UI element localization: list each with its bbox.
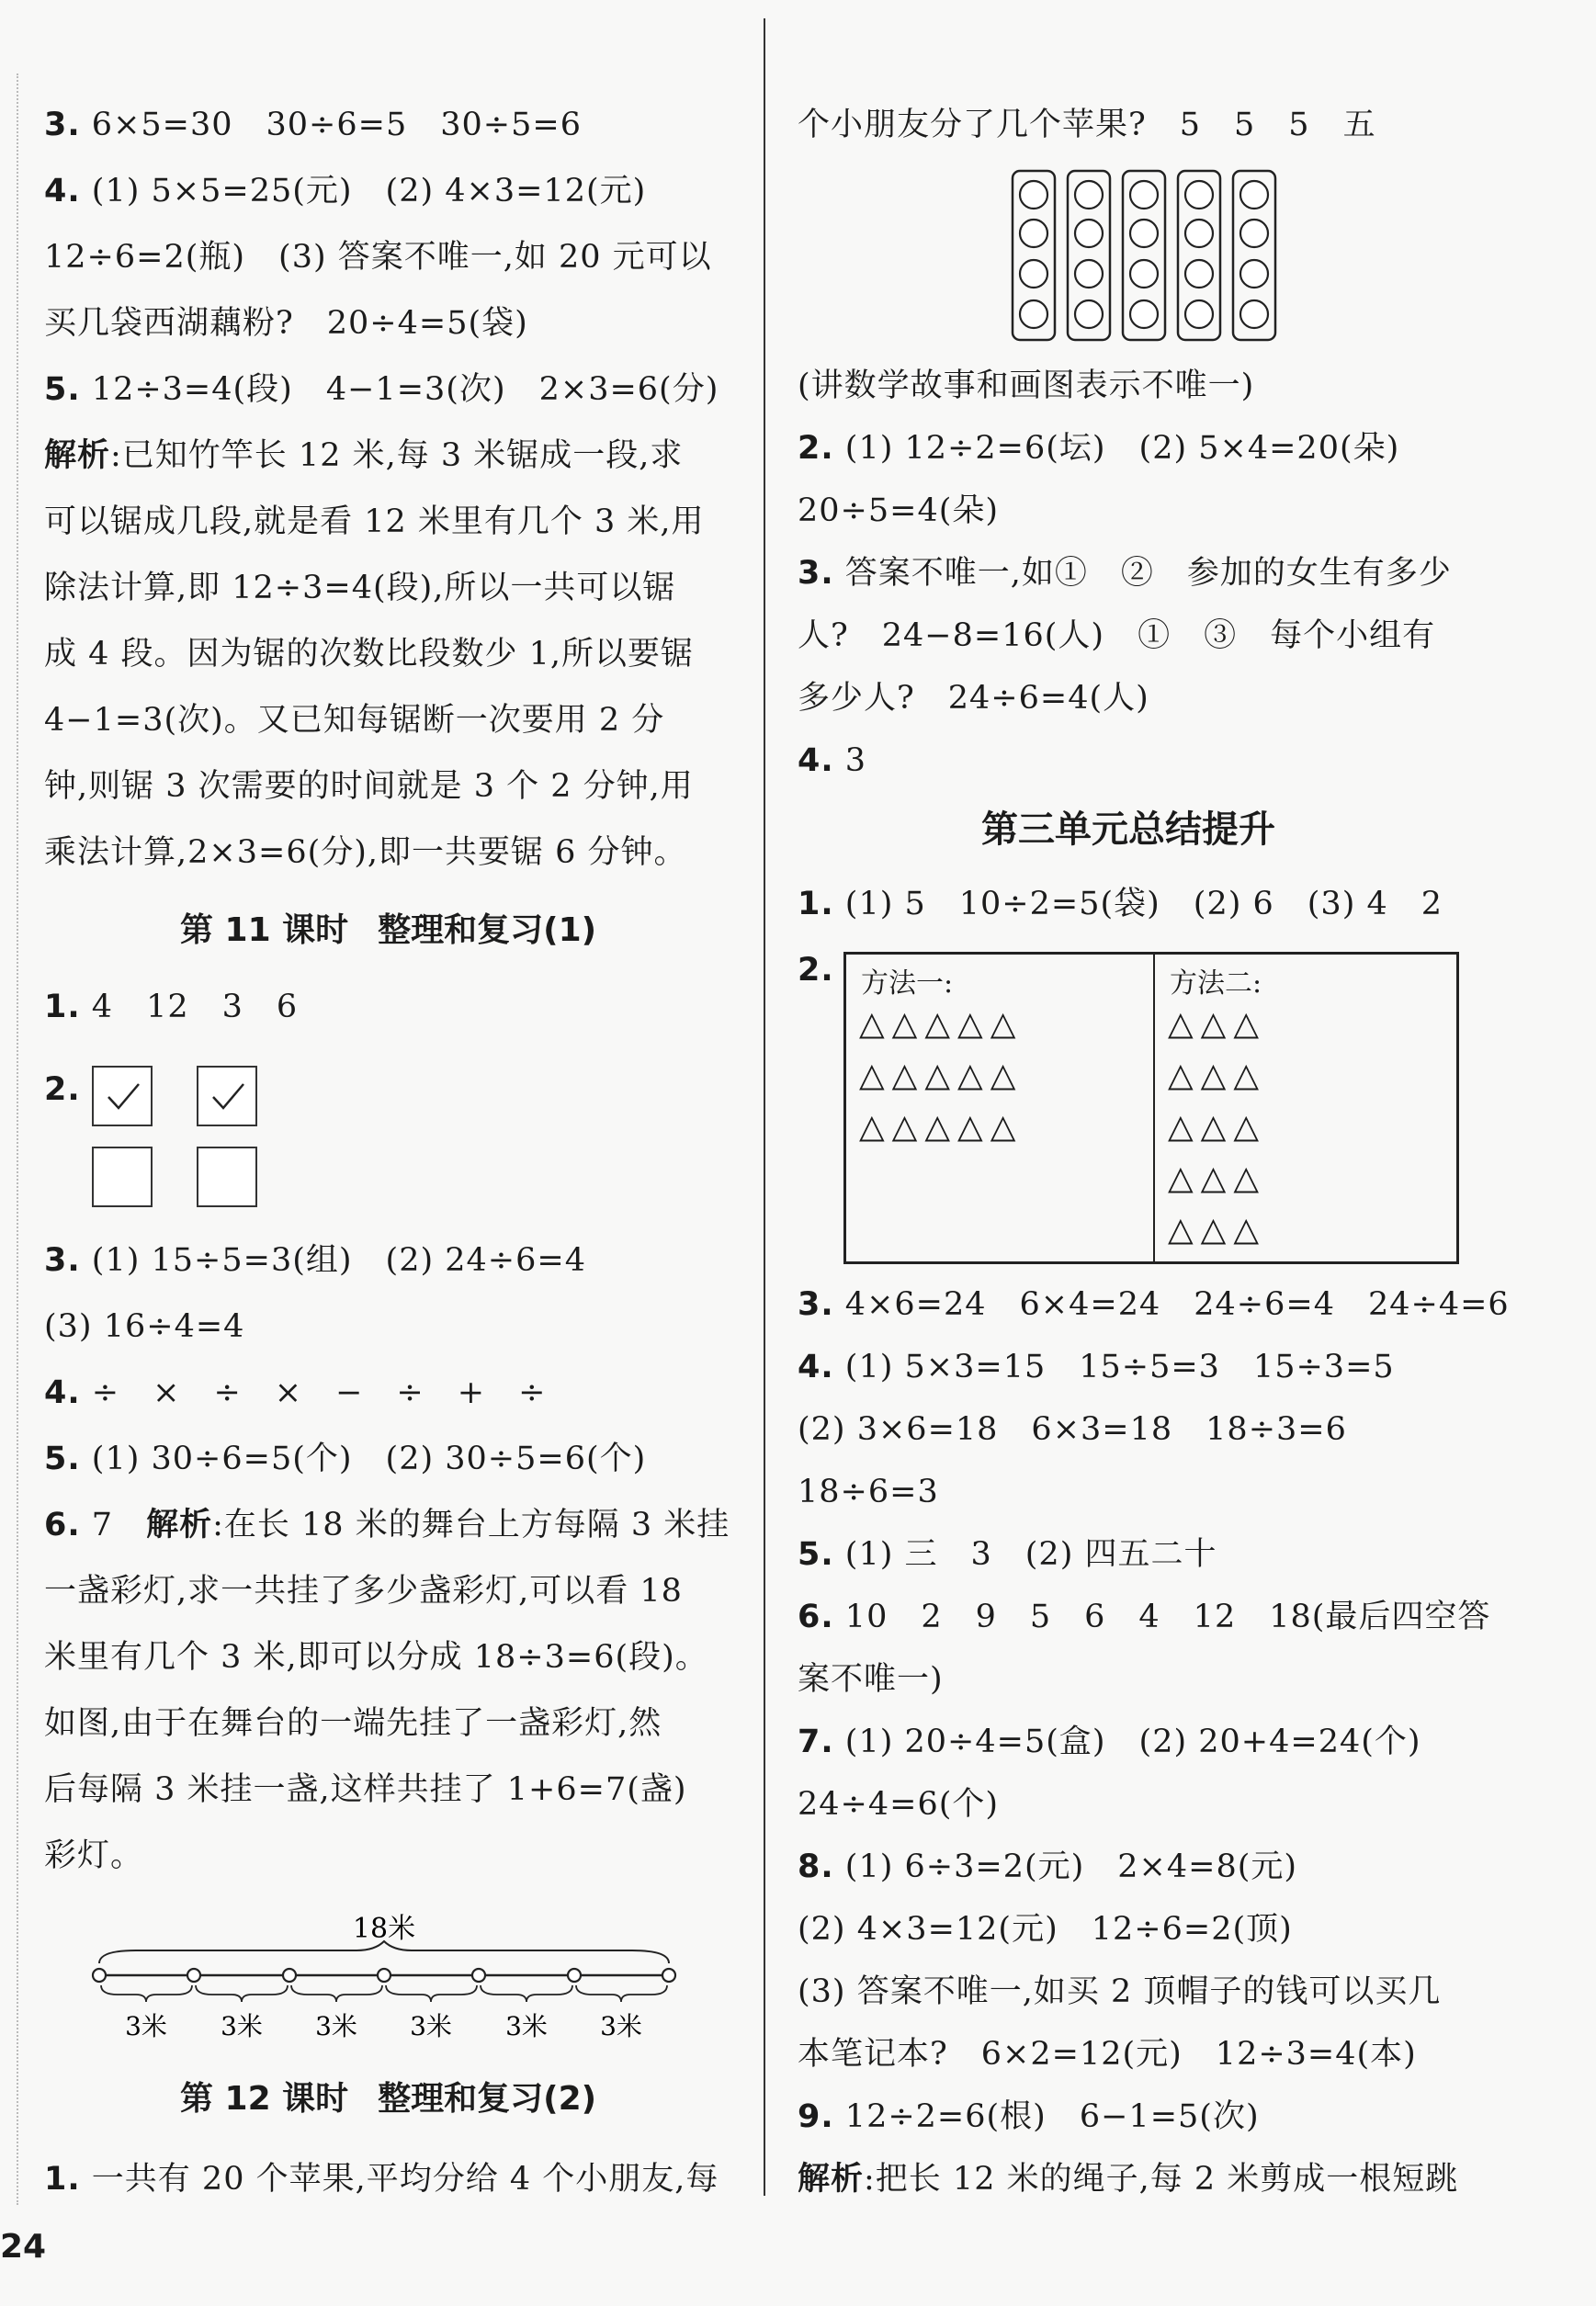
triangle-row: △△△ bbox=[1168, 1108, 1267, 1146]
answer-line: 20÷5=4(朵) bbox=[798, 492, 1000, 529]
method-table bbox=[843, 952, 1459, 1264]
answer-line: 1. (1) 5 10÷2=5(袋) (2) 6 (3) 4 2 bbox=[798, 886, 1443, 922]
answer-line: 7. (1) 20÷4=5(盒) (2) 20+4=24(个) bbox=[798, 1724, 1421, 1760]
answer-line: 6. 10 2 9 5 6 4 12 18(最后四空答 bbox=[798, 1599, 1491, 1635]
answer-line: 4. (1) 5×3=15 15÷5=3 15÷3=5 bbox=[798, 1349, 1395, 1385]
analysis-line: 成 4 段。因为锯的次数比段数少 1,所以要锯 bbox=[44, 636, 695, 673]
analysis-line: 可以锯成几段,就是看 12 米里有几个 3 米,用 bbox=[44, 503, 705, 540]
answer-line: 人? 24−8=16(人) ① ③ 每个小组有 bbox=[798, 617, 1436, 654]
lamp-diagram bbox=[81, 1906, 761, 2053]
answer-line: 18÷6=3 bbox=[798, 1474, 939, 1510]
lamp-marker bbox=[568, 1969, 581, 1982]
segment-braces bbox=[101, 1985, 667, 2002]
analysis-line: 一盏彩灯,求一共挂了多少盏彩灯,可以看 18 bbox=[44, 1573, 683, 1610]
analysis-line: 后每隔 3 米挂一盏,这样共挂了 1+6=7(盏) bbox=[44, 1771, 687, 1808]
answer-line: 5. 12÷3=4(段) 4−1=3(次) 2×3=6(分) bbox=[44, 371, 719, 408]
answer-line: (2) 3×6=18 6×3=18 18÷3=6 bbox=[798, 1411, 1347, 1448]
answer-line: 3. 6×5=30 30÷6=5 30÷5=6 bbox=[44, 107, 582, 143]
answer-line: 1. 一共有 20 个苹果,平均分给 4 个小朋友,每 bbox=[44, 2161, 719, 2198]
answer-line: 9. 12÷2=6(根) 6−1=5(次) bbox=[798, 2098, 1260, 2135]
analysis-line: 除法计算,即 12÷3=4(段),所以一共可以锯 bbox=[44, 570, 676, 606]
triangle-row: △△△△△ bbox=[859, 1108, 1024, 1146]
answer-line: 1. 4 12 3 6 bbox=[44, 989, 299, 1025]
answer-line: 案不唯一) bbox=[798, 1661, 944, 1698]
triangle-row: △△△△△ bbox=[859, 1057, 1024, 1094]
analysis-line: 解析:已知竹竿长 12 米,每 3 米锯成一段,求 bbox=[44, 437, 684, 474]
answer-line: 4. ÷ × ÷ × − ÷ + ÷ bbox=[44, 1374, 547, 1411]
lamp-marker bbox=[662, 1969, 675, 1982]
answer-line: 2. bbox=[798, 952, 834, 989]
analysis-line: 钟,则锯 3 次需要的时间就是 3 个 2 分钟,用 bbox=[44, 768, 694, 805]
answer-line: 2. bbox=[44, 1071, 81, 1108]
answer-line: 买几袋西湖藕粉? 20÷4=5(袋) bbox=[44, 305, 528, 342]
lamp-marker bbox=[378, 1969, 391, 1982]
checkbox-empty bbox=[92, 1147, 153, 1207]
checkbox-checked bbox=[197, 1066, 257, 1126]
checkmark-icon bbox=[105, 1080, 141, 1113]
triangle-row: △△△ bbox=[1168, 1159, 1267, 1197]
column-divider bbox=[764, 18, 765, 2196]
triangle-row: △△△ bbox=[1168, 1057, 1267, 1094]
checkbox-checked bbox=[92, 1066, 153, 1126]
analysis-line: 4−1=3(次)。又已知每锯断一次要用 2 分 bbox=[44, 702, 665, 739]
segment-label: 3米 bbox=[600, 2011, 642, 2041]
answer-line: 2. (1) 12÷2=6(坛) (2) 5×4=20(朵) bbox=[798, 430, 1400, 467]
method2-label: 方法二: bbox=[1170, 967, 1262, 1000]
answer-line: 6. 7 解析:在长 18 米的舞台上方每隔 3 米挂 bbox=[44, 1507, 730, 1543]
lamp-marker bbox=[93, 1969, 106, 1982]
analysis-line: 乘法计算,2×3=6(分),即一共要锯 6 分钟。 bbox=[44, 834, 687, 871]
triangle-row: △△△△△ bbox=[859, 1005, 1024, 1043]
answer-line: (2) 4×3=12(元) 12÷6=2(顶) bbox=[798, 1911, 1293, 1948]
checkmark-icon bbox=[209, 1080, 246, 1113]
segment-label: 3米 bbox=[221, 2011, 263, 2041]
triangle-row: △△△ bbox=[1168, 1211, 1267, 1249]
segment-label: 3米 bbox=[125, 2011, 167, 2041]
analysis-line: 解析:把长 12 米的绳子,每 2 米剪成一根短跳 bbox=[798, 2161, 1459, 2198]
answer-line: 本笔记本? 6×2=12(元) 12÷3=4(本) bbox=[798, 2036, 1417, 2073]
table-divider bbox=[1153, 955, 1155, 1261]
apple-grouping-diagram bbox=[1009, 167, 1285, 344]
lesson-12-heading: 第 12 课时 整理和复习(2) bbox=[180, 2080, 597, 2118]
answer-line: 5. (1) 30÷6=5(个) (2) 30÷5=6(个) bbox=[44, 1441, 647, 1477]
answer-line: (3) 16÷4=4 bbox=[44, 1308, 245, 1345]
unit-summary-title: 第三单元总结提升 bbox=[981, 808, 1275, 851]
checkbox-empty bbox=[197, 1147, 257, 1207]
answer-line: 4. (1) 5×5=25(元) (2) 4×3=12(元) bbox=[44, 173, 647, 209]
answer-line: 12÷6=2(瓶) (3) 答案不唯一,如 20 元可以 bbox=[44, 239, 712, 276]
lamp-marker bbox=[472, 1969, 485, 1982]
answer-line: 24÷4=6(个) bbox=[798, 1786, 1000, 1823]
answer-line: 多少人? 24÷6=4(人) bbox=[798, 680, 1149, 717]
lamp-marker bbox=[283, 1969, 296, 1982]
segment-label: 3米 bbox=[315, 2011, 357, 2041]
answer-line: 3. 4×6=24 6×4=24 24÷6=4 24÷4=6 bbox=[798, 1286, 1510, 1323]
segment-label: 3米 bbox=[410, 2011, 452, 2041]
triangle-row: △△△ bbox=[1168, 1005, 1267, 1043]
answer-line: (3) 答案不唯一,如买 2 顶帽子的钱可以买几 bbox=[798, 1973, 1442, 2010]
answer-line: 3. (1) 15÷5=3(组) (2) 24÷6=4 bbox=[44, 1242, 586, 1279]
answer-line: 4. 3 bbox=[798, 742, 867, 779]
answer-line: 3. 答案不唯一,如① ② 参加的女生有多少 bbox=[798, 555, 1452, 592]
total-length-label: 18米 bbox=[352, 1913, 416, 1945]
lesson-11-heading: 第 11 课时 整理和复习(1) bbox=[180, 911, 597, 949]
analysis-line: 米里有几个 3 米,即可以分成 18÷3=6(段)。 bbox=[44, 1639, 708, 1676]
analysis-line: 彩灯。 bbox=[44, 1837, 144, 1874]
answer-line: 8. (1) 6÷3=2(元) 2×4=8(元) bbox=[798, 1848, 1298, 1885]
segment-label: 3米 bbox=[505, 2011, 548, 2041]
analysis-line: 如图,由于在舞台的一端先挂了一盏彩灯,然 bbox=[44, 1705, 662, 1742]
method1-label: 方法一: bbox=[861, 967, 954, 1000]
answer-line: 5. (1) 三 3 (2) 四五二十 bbox=[798, 1536, 1217, 1573]
answer-line: 个小朋友分了几个苹果? 5 5 5 五 bbox=[798, 107, 1376, 143]
page-edge-dots bbox=[17, 73, 18, 2205]
page-number: 24 bbox=[0, 2228, 47, 2266]
answer-line: (讲数学故事和画图表示不唯一) bbox=[798, 367, 1255, 404]
lamp-marker bbox=[187, 1969, 200, 1982]
